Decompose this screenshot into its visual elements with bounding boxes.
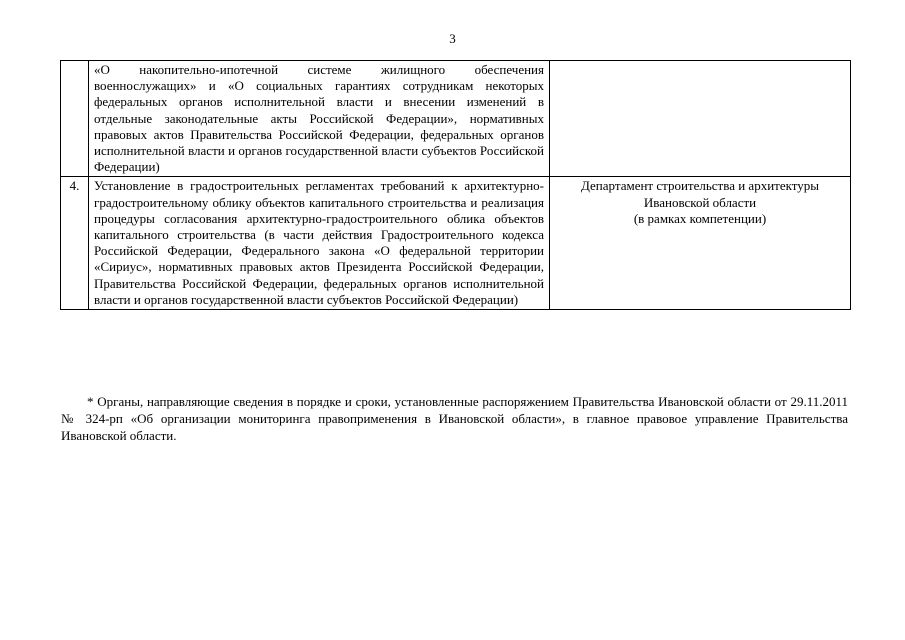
responsible-cell [550,61,851,177]
page-number: 3 [449,31,456,46]
measure-text-cell: Установление в градостроительных регламентах требований к архитектурно-градостроительному облику объектов капитального строительства и реализация процедуры согласования архитектурно-градостроительного облика объектов капитального строительства (в части действия Градостроительного кодекса Российской Федерации, Федерального закона «О федеральной территории «Сириус», нормативных правовых актов Президента Российской Федерации, Правительства Российской Федерации, федеральных органов исполнительной власти и органов государственной власти субъектов Российской Федерации) [89,177,550,310]
table-row [61,61,851,177]
footnote: * Органы, направляющие сведения в порядке и сроки, установленные распоряжением Правительства Ивановской области от 29.11.2011 № 324-рп «Об организации мониторинга правоприменения в Ивановской области», в главное правовое управление Правительства Ивановской области. [61,394,848,443]
responsible-scope: (в рамках компетенции) [633,210,767,226]
responsible-cell [550,177,851,310]
table-row [61,177,851,310]
measures-table [60,60,851,310]
row-number-cell [61,61,89,177]
measure-text-cell: «О накопительно-ипотечной системе жилищного обеспечения военнослужащих» и «О социальных гарантиях сотрудникам некоторых федеральных органов исполнительной власти и внесении изменений в отдельные законодательные акты Российской Федерации», нормативных правовых актов Правительства Российской Федерации, федеральных органов исполнительной власти и органов государственной власти субъектов Российской Федерации) [89,61,550,177]
row-number-cell: 4. [61,177,89,310]
responsible-department: Департамент строительства и архитектуры [581,178,819,194]
responsible-region: Ивановской области [643,194,757,210]
